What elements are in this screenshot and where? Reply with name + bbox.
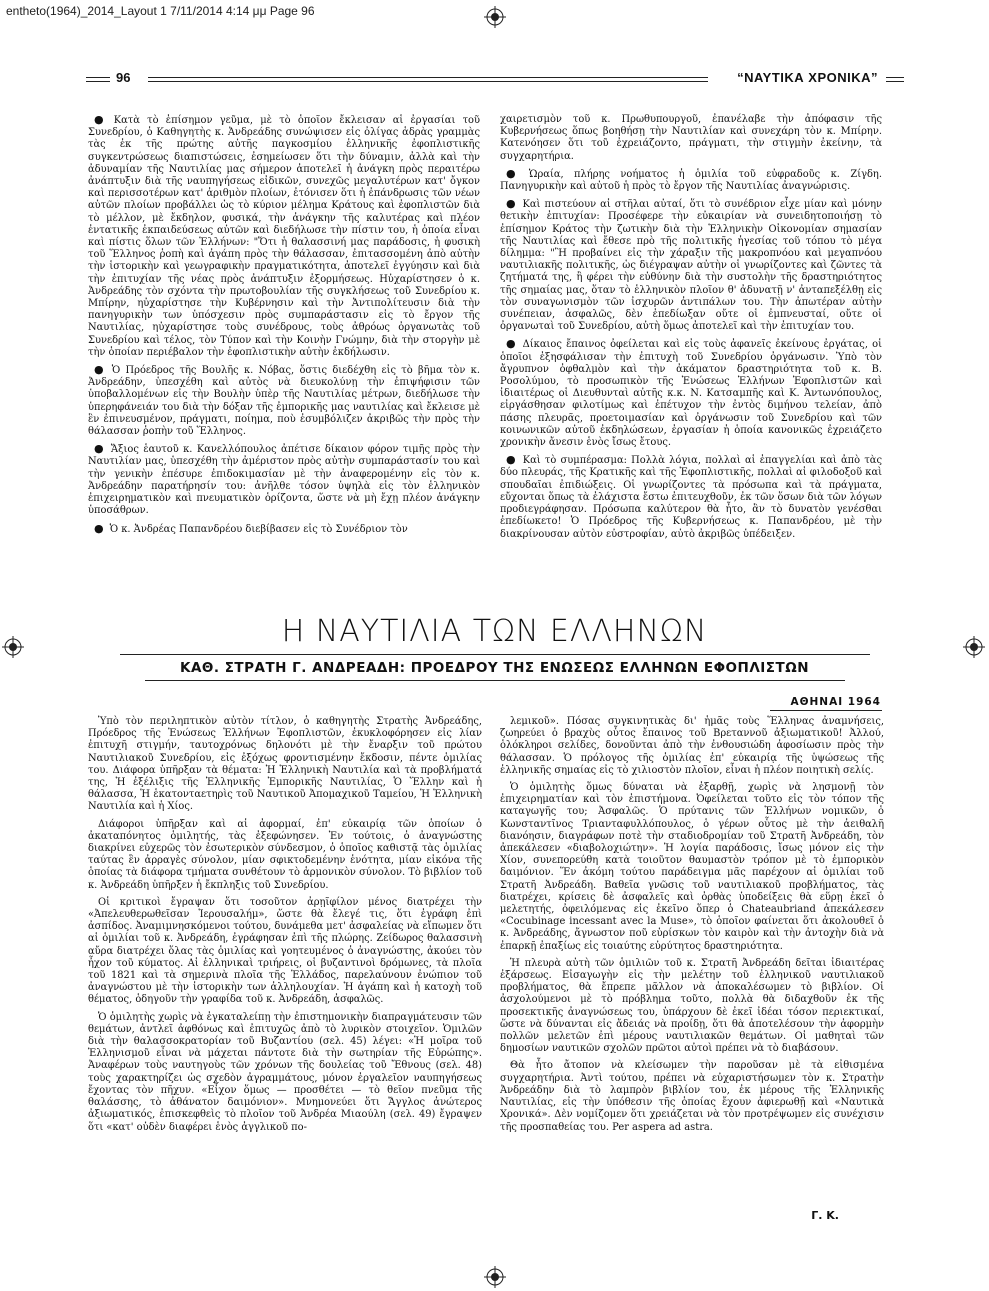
paragraph: Ὁ ὁμιλητὴς ὅμως δύναται νὰ ἐξαρθῇ, χωρὶς νὰ λησμονῇ τὸν ἐπιχειρηματίαν καὶ τὸν ἐπιστήμονα. Ὀφείλεται τοῦτο εἰς τὸν τόπον τῆς καταγωγῆς του; Ἀσφαλῶς. Ὁ πρύτανις τῶν Ἑλλήνων νομικῶν, ὁ Κωνσταντῖνος Τριανταφυλλόπουλος, ὁ γέρων οὗτος μὲ τὴν ἀειθαλῆ διανόησιν, διαγράφων ποτὲ τὴν σταδιοδρομίαν τοῦ Στρατῆ Ἀνδρεάδη, τὸν ἀπεκάλεσεν «διαβολοχιώτην». Ἡ λογία παράδοσις, ἴσως μόνον εἰς τὴν Χίον, συνεπορεύθη κατὰ τοιοῦτον θαυμαστὸν τρόπον μὲ τὸ ἐμπορικὸν δαιμόνιον. Ἕν ἀκόμη τούτου παράδειγμα μᾶς παρέχουν αἱ ὁμιλίαι τοῦ Στρατῆ Ἀνδρεάδη. Βαθεῖα γνῶσις τοῦ ναυτιλιακοῦ προβλήματος, τὰς διατρέχει, κρίσεις δὲ ἀσφαλεῖς καὶ ὀρθὰς ὑποδείξεις θὰ εὕρῃ ἐκεῖ ὁ μελετητής, ὀφειλόμενας εἰς ἐκεῖνο ὅπερ ὁ Chateaubriand ἀπεκάλεσεν «Cocubinage incessant avec la Muse», τὸ ὁποῖον φαίνεται ὅτι ἀκολουθεῖ ὁ κ. Ἀνδρεάδης, ἄγνωστον ποῦ εὑρίσκων τὸν καιρὸν καὶ τὴν ἀντοχὴν διὰ νὰ ἐπαρκῇ ἐπαξίως εἰς τοιαύτης εὐρύτητος δραστηριότητα. — [500, 782, 884, 952]
header-rule — [86, 77, 110, 78]
author-signature: Γ. Κ. — [811, 1209, 839, 1222]
paragraph: ● Ὁ Πρόεδρος τῆς Βουλῆς κ. Νόβας, ὅστις διεδέχθη εἰς τὸ βῆμα τὸν κ. Ἀνδρεάδην, ὑπεσχέθη καὶ αὐτὸς νὰ διευκολύνῃ τὴν ἐπιψήφισιν τῶν ὑποβαλλομένων εἰς τὴν Βουλὴν ὑπὲρ τῆς Ναυτιλίας μέτρων, διεδήλωσε τὴν ὑπερηφάνειάν του διὰ τὴν δόξαν τῆς ἐμπορικῆς μας ναυτιλίας καὶ ἔκλεισε μὲ ἓν ἐπινευσμένον, πράγματι, ποίημα, ποὺ ἐσυμβόλιζεν ἀκριβῶς τὴν πρὸς τὴν θάλασσαν ῥοπὴν τοῦ Ἕλληνος. — [88, 364, 480, 438]
paragraph: ● Δίκαιος ἔπαινος ὀφείλεται καὶ εἰς τοὺς ἀφανεῖς ἐκείνους ἐργάτας, οἱ ὁποῖοι ἐξησφάλισαν τὴν ἐπιτυχὴ τοῦ Συνεδρίου ὀργάνωσιν. Ὑπὸ τὸν ἄγρυπνον ὀφθαλμὸν καὶ τὴν ἀκάματον δραστηριότητα τοῦ κ. Β. Ροσολύμου, τὸ προσωπικὸν τῆς Ἑνώσεως Ἑλλήνων Ἐφοπλιστῶν καὶ ἰδιαιτέρως οἱ Διευθυνταὶ αὐτῆς κ.κ. Ν. Κατσαμπῆς καὶ Κ. Ἀντωνόπουλος, εἰργάσθησαν φιλοτίμως καὶ ἐπέτυχον τὴν ἐντὸς διμήνου τελείαν, ἀπὸ πάσης πλευρᾶς, προετοιμασίαν καὶ ὀργάνωσιν τοῦ Συνεδρίου καὶ τῶν κοινωνικῶν αὐτοῦ ἐκδηλώσεων, ἐργασίαν ἡ ὁποία κανονικῶς ἐχρειάζετο χρονικὴν ἄνεσιν ἑνὸς ἴσως ἔτους. — [500, 338, 882, 449]
article-title: Η ΝΑΥΤΙΛΙΑ ΤΩΝ ΕΛΛΗΝΩΝ — [281, 614, 708, 649]
header-rule — [886, 81, 904, 82]
paragraph: Ὁ ὁμιλητὴς χωρὶς νὰ ἐγκαταλείπῃ τὴν ἐπιστημονικὴν διαπραγμάτευσιν τῶν θεμάτων, ἀντλεῖ ἀφθόνως καὶ ἐπιτυχῶς ἀπὸ τὸ λυρικὸν στοιχεῖον. Ὁμιλῶν διὰ τὴν θαλασσοκρατορίαν τοῦ Βυζαντίου (σελ. 45) λέγει: «Ἡ μοῖρα τοῦ Ἑλληνισμοῦ εἶναι νὰ μάχεται πάντοτε διὰ τὴν σωτηρίαν τῆς Εὐρώπης». Ἀναφέρων τοὺς ναυτηγοὺς τῶν χρόνων τῆς δουλείας τοῦ Ἔθνους (σελ. 48) τοὺς χαρακτηρίζει ὡς σχεδὸν ἀγραμμάτους, μόνον ἐργαλεῖον ναυπηγήσεως ἔχοντας τὸν πῆχυν. «Εἶχον ὅμως — προσθέτει — τὸ θεῖον πνεῦμα τῆς θαλάσσης, τὸ ἀθάνατον δαιμόνιον». Μνημονεύει ὅτι Ἄγγλος ἀνώτερος ἀξιωματικός, ἐπισκεφθεὶς τὸ πλοῖον τοῦ Ἀνδρέα Μιαούλη (σελ. 49) ἔγραψεν ὅτι «κατ' οὐδὲν διαφέρει ἑνὸς ἀγγλικοῦ πο- — [88, 1011, 482, 1133]
paragraph: Ὑπὸ τὸν περιληπτικὸν αὐτὸν τίτλον, ὁ καθηγητὴς Στρατὴς Ἀνδρεάδης, Πρόεδρος τῆς Ἑνώσεως Ἑλλήνων Ἐφοπλιστῶν, ἐκυκλοφόρησεν εἰς λίαν ἐπιτυχῆ στιγμήν, ταυτοχρόνως δηλονότι μὲ τὴν ἔναρξιν τοῦ πρώτου Ναυτιλιακοῦ Συνεδρίου, εἰς ἐξόχως φροντισμένην ἔκδοσιν, πέντε ὁμιλίας του. Διάφορα ὑπῆρξαν τὰ θέματα: Ἡ Ἑλληνικὴ Ναυτιλία καὶ τὰ προβλήματά της, Ἡ ἐξέλιξις τῆς Ἑλληνικῆς Ἐμπορικῆς Ναυτιλίας, Ὁ Ἕλλην καὶ ἡ θάλασσα, Ἡ ἑκατονταετηρὶς τοῦ Ναυτικοῦ Ἀπομαχικοῦ Ταμείου, Ἡ Ἑλληνικὴ Ναυτιλία καὶ ἡ Χίος. — [88, 716, 482, 813]
article-right-column — [500, 716, 884, 1139]
paragraph: ● Ὡραία, πλήρης νοήματος ἡ ὁμιλία τοῦ εὐφραδοῦς κ. Ζίγδη. Πανηγυρικὴν καὶ αὐτοῦ ἡ πρὸς τὸ ἔργον τῆς Ναυτιλίας ἀναγνώρισις. — [500, 168, 882, 193]
paragraph: λεμικοῦ». Πόσας συγκινητικὰς δι' ἡμᾶς τοὺς Ἕλληνας ἀναμνήσεις, ζωηρεύει ὁ βραχὺς οὗτος ἔπαινος τοῦ Βρεταννοῦ ἀξιωματικοῦ! Ἀλλού, ὁλόκληροι σελίδες, δονοῦνται ἀπὸ τὴν ἐνθουσιώδη ἀφοσίωσιν πρὸς τὴν θάλασσαν. Ὁ πρόλογος τῆς ὁμιλίας ἐπ' εὐκαιρίᾳ τῆς ὑψώσεως τῆς ἑλληνικῆς σημαίας εἰς τὸ χιλιοστὸν πλοῖον, εἶναι ἡ πλέον ποιητικὴ σελίς. — [500, 716, 884, 776]
header-rule — [86, 81, 110, 82]
top-left-column — [88, 114, 480, 541]
running-header — [86, 70, 904, 88]
paragraph: Θὰ ἦτο ἄτοπον νὰ κλείσωμεν τὴν παροῦσαν μὲ τὰ εἰθισμένα συγχαρητήρια. Ἀντὶ τούτου, πρέπει νὰ εὐχαριστήσωμεν τὸν κ. Στρατὴν Ἀνδρεάδην διὰ τὸ λαμπρὸν βιβλίον του, ἐκ μέρους τῆς Ἑλληνικῆς Ναυτιλίας, εἰς τὴν ὑπόθεσιν τῆς ὁποίας ἔχουν ἀφιερωθῇ καὶ «Ναυτικὰ Χρονικά». Δὲν νομίζομεν ὅτι χρειάζεται νὰ τὸν προτρέψωμεν εἰς συνέχισιν τῆς προσπαθείας του. Per aspera ad astra. — [500, 1060, 884, 1133]
print-slug: entheto(1964)_2014_Layout 1 7/11/2014 4:14 μμ Page 96 — [6, 4, 315, 18]
paragraph: χαιρετισμὸν τοῦ κ. Πρωθυπουργοῦ, ἐπανέλαβε τὴν ἀπόφασιν τῆς Κυβερνήσεως ὅπως βοηθήσῃ τὴν Ναυτιλίαν καὶ συνεχάρη τὸν κ. Μπίρην. Κατενόησεν ὅτι τοῦ ἐχρειάζοντο, πράγματι, τὴν στιγμὴν ἐκείνην, τὰ συγχαρητήρια. — [500, 114, 882, 162]
dateline-rule — [770, 710, 882, 711]
page-number: 96 — [116, 70, 131, 85]
header-rule — [886, 77, 904, 78]
paragraph: ● Κατὰ τὸ ἐπίσημον γεῦμα, μὲ τὸ ὁποῖον ἔκλεισαν αἱ ἐργασίαι τοῦ Συνεδρίου, ὁ Καθηγητὴς κ. Ἀνδρεάδης συνώψισεν εἰς ὀλίγας ἁδρὰς γραμμὰς τὰς ἐκ τῆς πρώτης αὐτῆς παγκοσμίου ἑλληνικῆς ἐφοπλιστικῆς συγκεντρώσεως διαπιστώσεις, ἐσημείωσεν ὅτι τὴν δύναμιν, ἀλλὰ καὶ τὴν ἀδυναμίαν τῆς Ναυτιλίας μας σήμερον ἀποτελεῖ ἡ ἀνάγκη πρὸς περαιτέρω ἀνάπτυξιν διὰ τῆς ναυπηγήσεως εἰδικῶν, συνεχῶς μεγαλυτέρων κατ' ὄγκον καὶ περισσοτέρων κατ' ἀριθμὸν πλοίων, ἐτόνισεν ὅτι ἡ ἐπάνδρωσις τῶν νέων αὐτῶν πλοίων προβάλλει ὡς τὸ κύριον μέλημα Κράτους καὶ ἐφοπλιστῶν διὰ τὸ μέλλον, μὲ ἔκδηλον, φυσικά, τὴν ἀνάγκην τῆς καλυτέρας καὶ πλέον ἐντατικῆς ἐκπαιδεύσεως αὐτῶν καὶ διεδήλωσε τὴν πίστιν του, ἡ ὁποία εἶναι καὶ πίστις ὅλων τῶν Ἑλλήνων: "Ὅτι ἡ θαλασσινή μας παράδοσις, ἡ φυσικὴ τοῦ Ἕλληνος ῥοπὴ καὶ ἀγάπη πρὸς τὴν θάλασσαν, ἐπιτασσομένη ἀπὸ αὐτὴν τὴν ἱστορικὴν καὶ γεωγραφικὴν πραγματικότητα, ἀποτελεῖ ἐγγύησιν καὶ διὰ τὴν ἐπιτυχίαν τῆς νέας πρὸς ἀνάπτυξιν ἐξορμήσεως. Ηὐχαρίστησεν ὁ κ. Ἀνδρεάδης τὸν σχόντα τὴν πρωτοβουλίαν τῆς συγκλήσεως τοῦ Συνεδρίου κ. Μπίρην, ηὐχαρίστησε τὴν Κυβέρνησιν καὶ τὴν Ἀντιπολίτευσιν διὰ τὴν πανηγυρικὴν των ὑπόσχεσιν πρὸς συμπαράστασιν εἰς τὸ ἔργον τῆς Ναυτιλίας, ηὐχαρίστησε τοὺς συνέδρους, τοὺς ἀθρόως ὀργανωτὰς τοῦ Συνεδρίου καὶ τέλος, τὸν Τύπον καὶ τὴν Κοινὴν Γνώμην, διὰ τὴν στοργὴν μὲ τὴν ὁποίαν περιέβαλον τὴν ἐφοπλιστικὴν αὐτὴν ἐκδήλωσιν. — [88, 114, 480, 359]
top-right-column — [500, 114, 882, 546]
article-left-column — [88, 716, 482, 1139]
subtitle-rule — [145, 680, 845, 681]
paragraph: Ἡ πλευρὰ αὐτὴ τῶν ὁμιλιῶν τοῦ κ. Στρατῆ Ἀνδρεάδη δεῖται ἰδιαιτέρας ἐξάρσεως. Εἰσαγωγὴν εἰς τὴν μελέτην τοῦ ἑλληνικοῦ ναυτιλιακοῦ προβλήματος, θὰ ἔπρεπε μᾶλλον νὰ ἀποκαλέσωμεν τὸ βιβλίον. Οἱ ἀσχολούμενοι μὲ τὸ πρόβλημα τοῦτο, πολλὰ θὰ διδαχθοῦν ἐκ τῆς προσεκτικῆς ἀναγνώσεως του, ὑπάρχουν δὲ ἐκεῖ ἰδέαι τόσον περιεκτικαί, ὥστε νὰ δύνανται εἰς ἄδειάς νὰ προίδῃ, ὅτι θὰ ἀποτελέσουν τὴν ἀφορμὴν πολλῶν μελετῶν ἐπὶ μέρους ναυτιλιακῶν θεμάτων. Οἱ μαθηταὶ τῶν δημοσίων ναυτικῶν σχολῶν πρῶτοι αὐτοὶ πρέπει νὰ τὸ διαβάσουν. — [500, 957, 884, 1055]
registration-mark-icon — [484, 6, 506, 28]
paragraph: Διάφοροι ὑπῆρξαν καὶ αἱ ἀφορμαί, ἐπ' εὐκαιρίᾳ τῶν ὁποίων ὁ ἀκαταπόνητος ὁμιλητής, τὰς ἐξεφώνησεν. Ἐν τούτοις, ὁ ἀναγνώστης διακρίνει εὐχερῶς τὸν ἐσωτερικὸν σύνδεσμον, ὁ ὁποῖος καθιστᾷ τὰς ὁμιλίας ταύτας ἓν ἀρραγὲς σύνολον, μίαν σφικτοδεμένην ἑνότητα, μίαν εἰκόνα τῆς ὁποίας τὰ διάφορα τμήματα συνθέτουν τὸ ἁρμονικὸν σύνολον. Τὸ βιβλίον τοῦ κ. Ἀνδρεάδη ὑπῆρξεν ἡ ἔκπληξις τοῦ Συνεδρίου. — [88, 818, 482, 891]
paragraph: ● Καὶ πιστεύουν αἱ στῆλαι αὐταί, ὅτι τὸ συνέδριον εἶχε μίαν καὶ μόνην θετικὴν ἐπιτυχίαν: Προσέφερε τὴν εὐκαιρίαν νὰ συνειδητοποιήσῃ τὸ ἐπίσημον Κράτος τὴν ζωτικὴν διὰ τὴν Ἑλληνικὴν Οἰκονομίαν σημασίαν τῆς Ναυτιλίας καὶ ἔθεσε πρὸ τῆς πολιτικῆς ἡγεσίας τοῦ τόπου τὸ μέγα δίλημμα: "Ἢ προβαίνει εἰς τὴν χάραξιν τῆς μακροπνόου καὶ μεγαπνόου ναυτιλιακῆς πολιτικῆς, ὡς διέγραψαν αὐτὴν οἱ γνωρίζοντες καὶ ζῶντες τὰ ζητήματά της, ἢ φέρει τὴν εὐθύνην διὰ τὴν συστολὴν τῆς δραστηριότητος τῆς σημαίας μας, ὅταν τὸ ἑλληνικὸν πλοῖον θ' ἀδυνατῇ ν' ἀνταπεξέλθῃ εἰς τὸν συναγωνισμὸν τῶν ἰσχυρῶν ἀντιπάλων του. Τὴν ἀπωτέραν αὐτὴν συνέπειαν, ἀσφαλῶς, δὲν ἐπεδίωξαν οὔτε οἱ ἐμπνευσταί, οὔτε οἱ ὀργανωταὶ τοῦ Συνεδρίου, αὐτὴ ὅμως ἀποτελεῖ καὶ τὴν ἐπιτυχίαν του. — [500, 198, 882, 333]
paragraph: ● Ἄξιος ἑαυτοῦ κ. Κανελλόπουλος ἀπέτισε δίκαιον φόρον τιμῆς πρὸς τὴν Ναυτιλίαν μας, ὑπεσχέθη τὴν ἀμέριστον πρὸς αὐτὴν συμπαράστασίν του καὶ τὴν γενικὴν ἐπέσυρε ἐπιδοκιμασίαν μὲ τὴν ἀναφερομένην εἰς τὸν κ. Ἀνδρεάδην παρατήρησίν του: ἀνῆλθε τόσον ὑψηλὰ εἰς τὸν ἑλληνικὸν ἐπιχειρηματικὸν καὶ πνευματικὸν ὁρίζοντα, ὥστε νὰ μὴ ἔχῃ πλέον ἀνάγκην ὑποσάθρων. — [88, 443, 480, 517]
header-rule — [148, 77, 708, 78]
article-subtitle: ΚΑΘ. ΣΤΡΑΤΗ Γ. ΑΝΔΡΕΑΔΗ: ΠΡΟΕΔΡΟΥ ΤΗΣ ΕΝΩΣΕΩΣ ΕΛΛΗΝΩΝ ΕΦΟΠΛΙΣΤΩΝ — [179, 660, 810, 676]
header-rule — [148, 81, 708, 82]
registration-mark-icon — [484, 1266, 506, 1288]
paragraph: Οἱ κριτικοὶ ἔγραψαν ὅτι τοσοῦτον ἀρῃῖφίλον μένος διατρέχει τὴν «Ἀπελευθερωθεῖσαν Ἱερουσαλήμ», ὥστε θὰ ἔλεγέ τις, ὅτι ἐγράφη ἐπὶ ἀσπίδος. Ἀναμιμνησκόμενοι τούτου, δυνάμεθα μετ' ἀσφαλείας νὰ εἴπωμεν ὅτι αἱ ὁμιλίαι τοῦ κ. Ἀνδρεάδη, ἐγράφησαν ἐπὶ τῆς πλώρης. Ζείδωρος θαλασσινὴ αὔρα διατρέχει ὅλας τὰς ὁμιλίας καὶ γοητευμένος ὁ ἀναγνώστης, ἀκούει τὸν ἦχον τοῦ κύματος. Αἱ ἑλληνικαὶ τριήρεις, οἱ βυζαντινοὶ δρόμωνες, τὰ πλοῖα τοῦ 1821 καὶ τὰ σημερινὰ πλοῖα τῆς Ἑλλάδος, παρελαύνουν ἐνώπιον τοῦ ἀναγνώστου μὲ τὴν ἱστορικὴν των ἀλληλουχίαν. Ἡ ἀγάπη καὶ ἡ κατοχὴ τοῦ θέματος, ὁδηγοῦν τὴν γραφίδα τοῦ κ. Ἀνδρεάδη, ἀσφαλῶς. — [88, 896, 482, 1006]
magazine-name: “ΝΑΥΤΙΚΑ ΧΡΟΝΙΚΑ” — [737, 70, 878, 85]
title-rule — [120, 654, 870, 655]
paragraph: ● Ὁ κ. Ἀνδρέας Παπανδρέου διεβίβασεν εἰς τὸ Συνέδριον τὸν — [88, 523, 480, 536]
paragraph: ● Καὶ τὸ συμπέρασμα: Πολλὰ λόγια, πολλαὶ αἱ ἐπαγγελίαι καὶ ἀπὸ τὰς δύο πλευράς, τῆς Κρατικῆς καὶ τῆς Ἐφοπλιστικῆς, πολλαὶ αἱ φιλοδοξοῦ καὶ σπουδαῖαι ἐπιδιώξεις. Οἱ γνωρίζοντες τὰ πρόσωπα καὶ τὰ πράγματα, εὔχονται ὅπως τὰ ἐλάχιστα ἔστω ἐπιτευχθοῦν, ἐκ τῶν ὅσων διὰ τῶν λόγων προδιεγράφησαν. Πρόσωπα καλύτερον θὰ ἦτο, ἂν τὸ δυνατὸν γενέσθαι ἐπεδίωκετο! Ὁ Πρόεδρος τῆς Κυβερνήσεως κ. Παπανδρέου, μὲ τὴν διακρίνουσαν αὐτὸν εὐστροφίαν, αὐτὸ ἀκριβῶς ὑπέδειξεν. — [500, 454, 882, 540]
article-dateline: ΑΘΗΝΑΙ 1964 — [790, 696, 881, 708]
